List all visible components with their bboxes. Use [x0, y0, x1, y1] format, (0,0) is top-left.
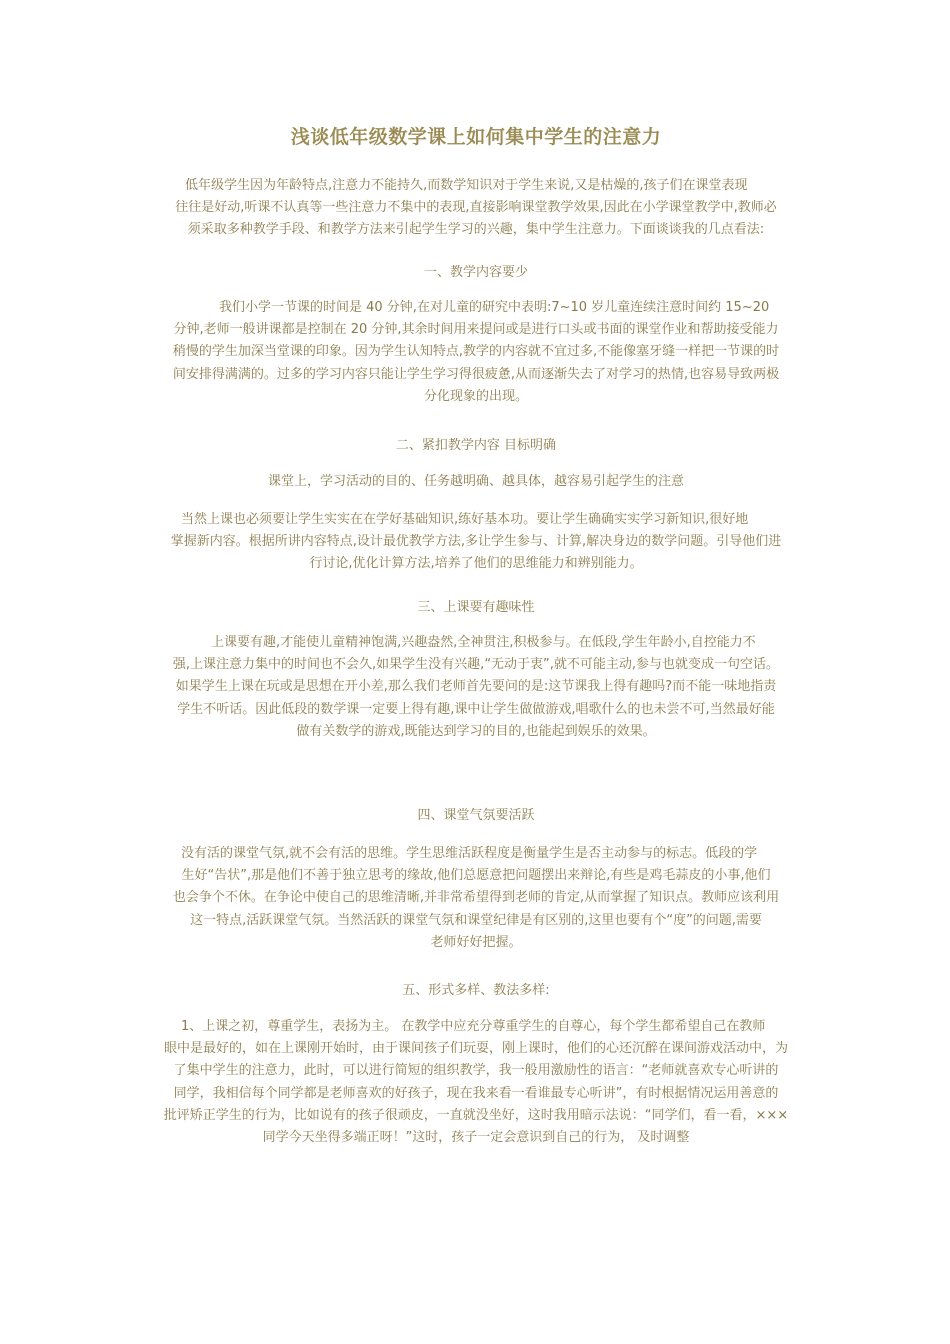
paragraph-line: 上课要有趣,才能使儿童精神饱满,兴趣盎然,全神贯注,积极参与。在低段,学生年龄小,自控能力不 — [211, 635, 756, 650]
paragraph-line: 了集中学生的注意力，此时，可以进行简短的组织教学，我一般用激励性的语言：“老师就喜欢专心听讲的 — [173, 1063, 779, 1079]
paragraph-line: 我们小学一节课的时间是 40 分钟,在对儿童的研究中表明:7~10 岁儿童连续注意时间约 15~20 — [219, 300, 770, 315]
paragraph-line: 同学，我相信每个同学都是老师喜欢的好孩子，现在我来看一看谁最专心听讲”，有时根据情况运用善意的 — [173, 1085, 779, 1101]
section-heading-1: 一、教学内容要少 — [423, 265, 528, 280]
paragraph-line: 当然上课也必须要让学生实实在在学好基础知识,练好基本功。要让学生确确实实学习新知识,很好地 — [181, 512, 749, 527]
section-heading-2: 二、紧扣教学内容 目标明确 — [395, 438, 557, 453]
paragraph-line: 也会争个不休。在争论中使自己的思维清晰,并非常希望得到老师的肯定,从而掌握了知识点。教师应该利用 — [172, 890, 780, 906]
paragraph-line: 学生不听话。因此低段的数学课一定要上得有趣,课中让学生做做游戏,唱歌什么的也未尝不可,当然最好能 — [177, 701, 775, 717]
paragraph-line: 分化现象的出现。 — [423, 388, 528, 404]
paragraph-line: 行讨论,优化计算方法,培养了他们的思维能力和辨别能力。 — [309, 556, 643, 572]
section-heading-5: 五、形式多样、教法多样: — [402, 983, 550, 998]
paragraph-line: 同学今天坐得多端正呀！”这时，孩子一定会意识到自己的行为， 及时调整 — [262, 1130, 690, 1146]
section-2-subtitle: 课堂上，学习活动的目的、任务越明确、越具体，越容易引起学生的注意 — [267, 474, 684, 489]
document-title: 浅谈低年级数学课上如何集中学生的注意力 — [290, 126, 662, 148]
paragraph-line: 掌握新内容。根据所讲内容特点,设计最优教学方法,多让学生参与、计算,解决身边的数学问题。引导他们进 — [170, 534, 782, 550]
section-4-paragraph — [143, 843, 809, 954]
section-2-paragraph — [143, 509, 809, 576]
paragraph-line: 批评矫正学生的行为，比如说有的孩子很顽皮，一直就没坐好，这时我用暗示法说：“同学们，看一看，××× — [163, 1107, 789, 1123]
paragraph-line: 生好“告状”,那是他们不善于独立思考的缘故,他们总愿意把问题摆出来辩论,有些是鸡毛蒜皮的小事,他们 — [181, 868, 771, 884]
section-heading-4: 四、课堂气氛要活跃 — [417, 808, 535, 823]
paragraph-line: 须采取多种教学手段、和教学方法来引起学生学习的兴趣，集中学生注意力。下面谈谈我的几点看法: — [187, 222, 765, 238]
paragraph-line: 间安排得满满的。过多的学习内容只能让学生学习得很疲惫,从而逐渐失去了对学习的热情,也容易导致两极 — [172, 366, 780, 382]
paragraph-line: 做有关数学的游戏,既能达到学习的目的,也能起到娱乐的效果。 — [296, 723, 656, 739]
paragraph-line: 如果学生上课在玩或是思想在开小差,那么我们老师首先要问的是:这节课我上得有趣吗?而不能一味地指责 — [175, 679, 777, 695]
intro-paragraph — [143, 175, 809, 242]
section-5-paragraph — [143, 1016, 809, 1149]
paragraph-line: 低年级学生因为年龄特点,注意力不能持久,而数学知识对于学生来说,又是枯燥的,孩子们在课堂表现 — [185, 178, 748, 193]
paragraph-line: 往往是好动,听课不认真等一些注意力不集中的表现,直接影响课堂教学效果,因此在小学课堂教学中,教师必 — [175, 200, 777, 216]
section-heading-3: 三、上课要有趣味性 — [417, 600, 535, 615]
paragraph-line: 没有活的课堂气氛,就不会有活的思维。学生思维活跃程度是衡量学生是否主动参与的标志。低段的学 — [181, 846, 758, 861]
paragraph-line: 老师好好把握。 — [430, 934, 522, 950]
section-3-paragraph — [143, 632, 809, 743]
paragraph-line: 这一特点,活跃课堂气氛。当然活跃的课堂气氛和课堂纪律是有区别的,这里也要有个“度”的问题,需要 — [190, 912, 762, 928]
section-1-paragraph — [143, 297, 809, 408]
paragraph-line: 眼中是最好的，如在上课刚开始时，由于课间孩子们玩耍，刚上课时，他们的心还沉醉在课间游戏活动中，为 — [163, 1041, 788, 1057]
paragraph-line: 1、上课之初，尊重学生，表扬为主。 在教学中应充分尊重学生的自尊心，每个学生都希望自己在教师 — [181, 1019, 766, 1034]
paragraph-line: 强,上课注意力集中的时间也不会久,如果学生没有兴趣,“无动于衷”,就不可能主动,参与也就变成一句空话。 — [172, 657, 780, 673]
paragraph-line: 稍慢的学生加深当堂课的印象。因为学生认知特点,教学的内容就不宜过多,不能像塞牙缝一样把一节课的时 — [172, 344, 780, 360]
paragraph-line: 分钟,老师一般讲课都是控制在 20 分钟,其余时间用来提问或是进行口头或书面的课堂作业和帮助接受能力 — [173, 322, 779, 338]
